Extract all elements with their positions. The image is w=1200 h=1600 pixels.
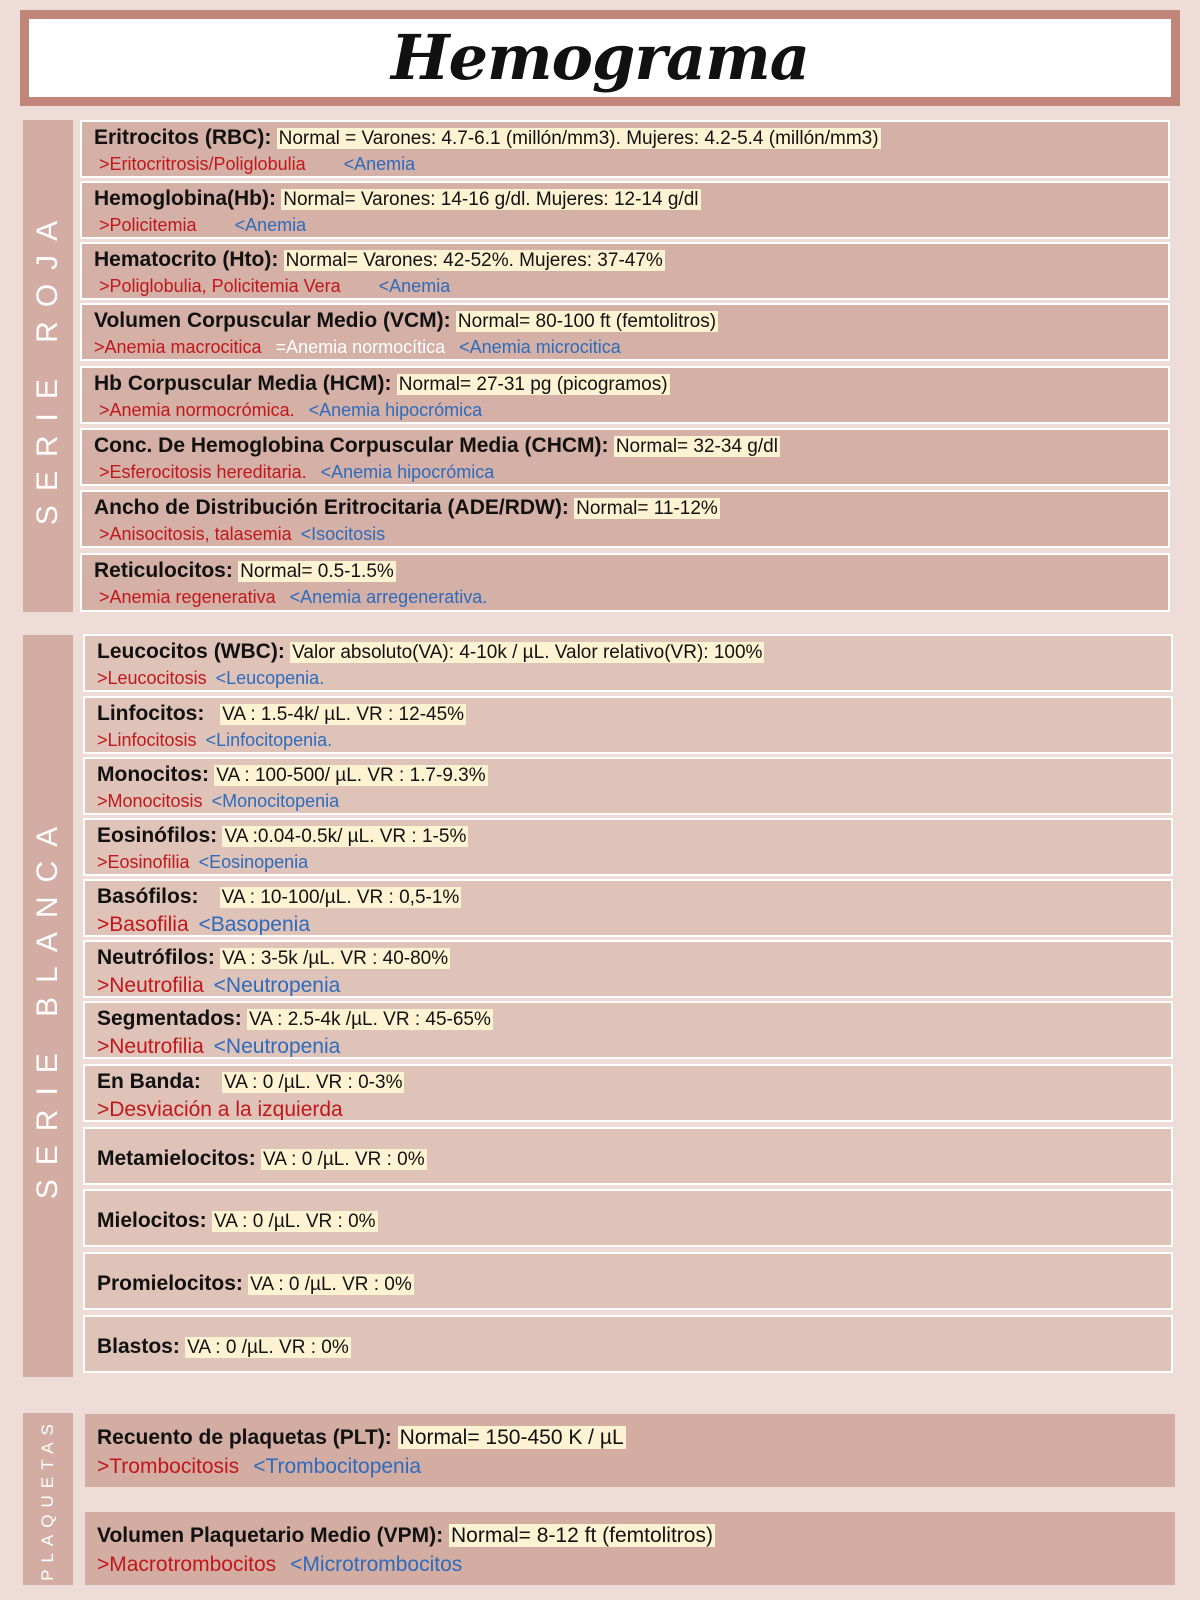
item-label: Volumen Plaquetario Medio (VPM): (97, 1524, 444, 1547)
item-label: Volumen Corpuscular Medio (VCM): (94, 309, 451, 332)
item-value: Normal= 11-12% (576, 498, 718, 519)
item-label: Neutrófilos: (97, 946, 215, 969)
item-label: Basófilos: (97, 885, 199, 908)
item-high: >Anemia normocrómica. (99, 400, 295, 420)
list-item (83, 696, 1173, 754)
section-label-text: SERIE ROJA (31, 206, 64, 526)
item-label: Hemoglobina(Hb): (94, 187, 276, 210)
list-item (83, 940, 1173, 998)
item-high: >Neutrofilia (97, 974, 204, 997)
item-high: >Anisocitosis, talasemia (99, 524, 292, 544)
item-label: Recuento de plaquetas (PLT): (97, 1426, 392, 1449)
item-value: VA : 2.5-4k /µL. VR : 45-65% (248, 1009, 491, 1030)
item-high: >Eosinofilia (97, 852, 190, 872)
title-box (20, 10, 1180, 106)
list-item (80, 366, 1170, 424)
item-label: Segmentados: (97, 1007, 242, 1030)
item-value: Valor absoluto(VA): 4-10k / µL. Valor relativo(VR): 100% (292, 642, 763, 663)
item-low: <Linfocitopenia. (205, 730, 333, 750)
item-high: >Neutrofilia (97, 1035, 204, 1058)
item-value: Normal= 8-12 ft (femtolitros) (450, 1524, 713, 1547)
item-low: <Eosinopenia (198, 852, 309, 872)
list-item (80, 120, 1170, 178)
list-item (80, 428, 1170, 486)
item-low: <Neutropenia (213, 974, 341, 997)
item-low: <Trombocitopenia (253, 1455, 422, 1478)
item-label: Eosinófilos: (97, 824, 218, 847)
item-low: <Neutropenia (213, 1035, 341, 1058)
list-item (80, 490, 1170, 548)
item-low: <Monocitopenia (211, 791, 340, 811)
item-value: VA : 0 /µL. VR : 0% (262, 1149, 425, 1170)
item-high: >Anemia regenerativa (99, 587, 276, 607)
item-high: >Monocitosis (97, 791, 203, 811)
item-low: <Anemia arregenerativa. (289, 587, 488, 607)
section-label-serie-roja (23, 120, 73, 612)
item-value: VA : 0 /µL. VR : 0-3% (223, 1072, 403, 1093)
item-label: Linfocitos: (97, 702, 205, 725)
item-value: VA : 1.5-4k/ µL. VR : 12-45% (222, 704, 465, 725)
item-normal: =Anemia normocítica (275, 337, 446, 357)
item-low: <Leucopenia. (215, 668, 325, 688)
item-high: >Linfocitosis (97, 730, 197, 750)
item-low: <Microtrombocitos (290, 1553, 463, 1576)
item-value: Normal= Varones: 42-52%. Mujeres: 37-47% (285, 250, 663, 271)
item-label: Promielocitos: (97, 1272, 243, 1295)
item-high: >Esferocitosis hereditaria. (99, 462, 307, 482)
item-low: <Anemia hipocrómica (308, 400, 483, 420)
list-item (85, 1414, 1175, 1487)
section-label-text: PLAQUETAS (38, 1417, 57, 1581)
item-low: <Anemia (378, 276, 451, 296)
list-item (83, 1064, 1173, 1122)
page-title: Hemograma (391, 21, 809, 94)
list-item (83, 818, 1173, 876)
item-value: VA : 0 /µL. VR : 0% (213, 1211, 376, 1232)
item-high: >Anemia macrocitica (94, 337, 262, 357)
item-label: Leucocitos (WBC): (97, 640, 285, 663)
list-item (80, 181, 1170, 239)
item-high: >Macrotrombocitos (97, 1553, 277, 1576)
item-value: VA : 0 /µL. VR : 0% (250, 1274, 412, 1295)
item-value: VA : 0 /µL. VR : 0% (187, 1337, 349, 1358)
section-label-plaquetas (23, 1413, 73, 1585)
item-value: VA : 10-100/µL. VR : 0,5-1% (221, 887, 460, 908)
item-high: >Policitemia (99, 215, 197, 235)
item-high: >Basofilia (97, 913, 189, 936)
item-label: Mielocitos: (97, 1209, 207, 1232)
list-item (83, 1127, 1173, 1185)
item-label: Hematocrito (Hto): (94, 248, 279, 271)
item-label: En Banda: (97, 1070, 201, 1093)
item-low: <Anemia (343, 154, 416, 174)
section-label-serie-blanca (23, 635, 73, 1377)
list-item (80, 303, 1170, 361)
item-label: Metamielocitos: (97, 1147, 256, 1170)
item-high: >Desviación a la izquierda (97, 1098, 343, 1121)
item-label: Eritrocitos (RBC): (94, 126, 272, 149)
item-label: Ancho de Distribución Eritrocitaria (ADE/RDW): (94, 496, 569, 519)
item-low: <Basopenia (198, 913, 310, 936)
item-label: Conc. De Hemoglobina Corpuscular Media (CHCM): (94, 434, 609, 457)
item-value: Normal= 27-31 pg (picogramos) (398, 374, 668, 395)
item-label: Hb Corpuscular Media (HCM): (94, 372, 392, 395)
item-value: VA :0.04-0.5k/ µL. VR : 1-5% (224, 826, 467, 847)
item-high: >Eritocritrosis/Poliglobulia (99, 154, 306, 174)
list-item (83, 879, 1173, 937)
item-value: VA : 3-5k /µL. VR : 40-80% (222, 948, 449, 969)
item-low: <Anemia microcitica (459, 337, 621, 357)
item-high: >Leucocitosis (97, 668, 207, 688)
item-high: >Poliglobulia, Policitemia Vera (99, 276, 341, 296)
list-item (83, 1189, 1173, 1247)
item-high: >Trombocitosis (97, 1455, 240, 1478)
item-low: <Anemia (234, 215, 307, 235)
item-value: Normal= 0.5-1.5% (240, 561, 394, 582)
list-item (80, 242, 1170, 300)
item-label: Monocitos: (97, 763, 209, 786)
item-label: Blastos: (97, 1335, 180, 1358)
list-item (83, 1001, 1173, 1059)
item-low: <Isocitosis (300, 524, 386, 544)
item-value: Normal= Varones: 14-16 g/dl. Mujeres: 12-14 g/dl (283, 189, 699, 210)
list-item (83, 634, 1173, 692)
item-low: <Anemia hipocrómica (320, 462, 495, 482)
list-item (83, 1252, 1173, 1310)
item-value: Normal= 32-34 g/dl (615, 436, 778, 457)
item-label: Reticulocitos: (94, 559, 233, 582)
item-value: Normal= 80-100 ft (femtolitros) (457, 311, 717, 332)
list-item (83, 757, 1173, 815)
list-item (83, 1315, 1173, 1373)
item-value: Normal = Varones: 4.7-6.1 (millón/mm3). Mujeres: 4.2-5.4 (millón/mm3) (278, 128, 879, 149)
list-item (80, 553, 1170, 612)
item-value: Normal= 150-450 K / µL (399, 1426, 624, 1449)
list-item (85, 1512, 1175, 1585)
section-label-text: SERIE BLANCA (31, 812, 65, 1200)
item-value: VA : 100-500/ µL. VR : 1.7-9.3% (216, 765, 486, 786)
